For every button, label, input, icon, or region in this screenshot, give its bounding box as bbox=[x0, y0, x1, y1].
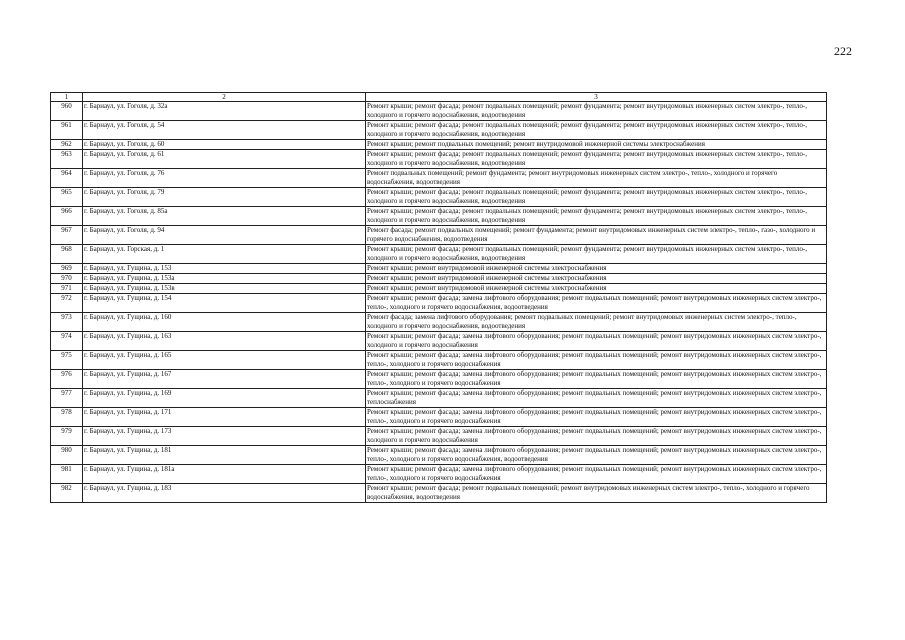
table-row bbox=[51, 226, 827, 245]
row-number: 962 bbox=[51, 140, 83, 150]
row-address: г. Барнаул, ул. Гущина, д. 169 bbox=[83, 389, 366, 408]
row-number: 960 bbox=[51, 102, 83, 121]
row-address: г. Барнаул, ул. Горская, д. 1 bbox=[83, 245, 366, 264]
row-works: Ремонт фасада; замена лифтового оборудования; ремонт подвальных помещений; ремонт внутридомовых инженерных систем электро-, тепло-, холодного и горячего водоснабжения, водоотведения bbox=[366, 313, 827, 332]
row-works: Ремонт крыши; ремонт внутридомовой инженерной системы электроснабжения bbox=[366, 274, 827, 284]
row-number: 961 bbox=[51, 121, 83, 140]
row-address: г. Барнаул, ул. Гущина, д. 173 bbox=[83, 427, 366, 446]
table-row bbox=[51, 427, 827, 446]
table-row bbox=[51, 351, 827, 370]
table-row bbox=[51, 102, 827, 121]
row-works: Ремонт фасада; ремонт подвальных помещений; ремонт фундамента; ремонт внутридомовых инженерных систем электро-, тепло-, газо-, холодного и горячего водоснабжения, водоотведения bbox=[366, 226, 827, 245]
table-row bbox=[51, 484, 827, 503]
row-works: Ремонт крыши; ремонт фасада; ремонт подвальных помещений; ремонт фундамента; ремонт внутридомовых инженерных систем электро-, тепло-, холодного и горячего водоснабжения, водоотведения bbox=[366, 207, 827, 226]
row-works: Ремонт крыши; ремонт фасада; ремонт подвальных помещений; ремонт фундамента; ремонт внутридомовых инженерных систем электро-, тепло-, холодного и горячего водоснабжения, водоотведения bbox=[366, 102, 827, 121]
row-number: 979 bbox=[51, 427, 83, 446]
table-row bbox=[51, 446, 827, 465]
row-address: г. Барнаул, ул. Гущина, д. 181а bbox=[83, 465, 366, 484]
table-row bbox=[51, 465, 827, 484]
row-number: 977 bbox=[51, 389, 83, 408]
row-works: Ремонт крыши; ремонт фасада; замена лифтового оборудования; ремонт подвальных помещений; ремонт внутридомовых инженерных систем электро-, холодного и горячего водоснабжения bbox=[366, 332, 827, 351]
row-number: 976 bbox=[51, 370, 83, 389]
row-works: Ремонт крыши; ремонт фасада; ремонт подвальных помещений; ремонт внутридомовых инженерных систем электро-, тепло-, холодного и горячего водоснабжения, водоотведения bbox=[366, 484, 827, 503]
table-row bbox=[51, 313, 827, 332]
table-row bbox=[51, 169, 827, 188]
row-address: г. Барнаул, ул. Гущина, д. 154 bbox=[83, 294, 366, 313]
row-address: г. Барнаул, ул. Гущина, д. 167 bbox=[83, 370, 366, 389]
row-address: г. Барнаул, ул. Гоголя, д. 85а bbox=[83, 207, 366, 226]
row-works: Ремонт крыши; ремонт фасада; замена лифтового оборудования; ремонт подвальных помещений; ремонт внутридомовых инженерных систем электро-, тепло-, холодного и горячего водоснабжения bbox=[366, 408, 827, 427]
row-address: г. Барнаул, ул. Гущина, д. 171 bbox=[83, 408, 366, 427]
row-address: г. Барнаул, ул. Гоголя, д. 60 bbox=[83, 140, 366, 150]
row-number: 970 bbox=[51, 274, 83, 284]
table-row bbox=[51, 188, 827, 207]
row-works: Ремонт крыши; ремонт фасада; замена лифтового оборудования; ремонт подвальных помещений; ремонт внутридомовых инженерных систем электро-, холодного и горячего водоснабжения bbox=[366, 427, 827, 446]
row-address: г. Барнаул, ул. Гущина, д. 181 bbox=[83, 446, 366, 465]
row-works: Ремонт крыши; ремонт фасада; ремонт подвальных помещений; ремонт фундамента; ремонт внутридомовых инженерных систем электро-, тепло-, холодного и горячего водоснабжения, водоотведения bbox=[366, 245, 827, 264]
row-address: г. Барнаул, ул. Гущина, д. 163 bbox=[83, 332, 366, 351]
table-row bbox=[51, 140, 827, 150]
column-number-2: 2 bbox=[83, 93, 366, 102]
table-body bbox=[51, 102, 827, 503]
row-works: Ремонт крыши; ремонт фасада; замена лифтового оборудования; ремонт подвальных помещений; ремонт внутридомовых инженерных систем электро-, теплоснабжения bbox=[366, 389, 827, 408]
column-number-row bbox=[51, 93, 827, 102]
row-works: Ремонт крыши; ремонт подвальных помещений; ремонт внутридомовой инженерной системы электроснабжения bbox=[366, 140, 827, 150]
row-address: г. Барнаул, ул. Гущина, д. 153а bbox=[83, 274, 366, 284]
row-works: Ремонт крыши; ремонт фасада; ремонт подвальных помещений; ремонт фундамента; ремонт внутридомовых инженерных систем электро-, тепло-, холодного и горячего водоснабжения, водоотведения bbox=[366, 188, 827, 207]
row-number: 975 bbox=[51, 351, 83, 370]
row-number: 965 bbox=[51, 188, 83, 207]
row-number: 963 bbox=[51, 150, 83, 169]
row-address: г. Барнаул, ул. Гоголя, д. 79 bbox=[83, 188, 366, 207]
row-number: 974 bbox=[51, 332, 83, 351]
page-number: 222 bbox=[834, 44, 852, 58]
table-row bbox=[51, 389, 827, 408]
table-row bbox=[51, 121, 827, 140]
row-works: Ремонт подвальных помещений; ремонт фундамента; ремонт внутридомовых инженерных систем электро-, тепло-, холодного и горячего водоснабжения, водоотведения bbox=[366, 169, 827, 188]
row-number: 972 bbox=[51, 294, 83, 313]
row-address: г. Барнаул, ул. Гоголя, д. 76 bbox=[83, 169, 366, 188]
row-number: 981 bbox=[51, 465, 83, 484]
row-works: Ремонт крыши; ремонт внутридомовой инженерной системы электроснабжения bbox=[366, 264, 827, 274]
table-row bbox=[51, 408, 827, 427]
row-works: Ремонт крыши; ремонт фасада; ремонт подвальных помещений; ремонт фундамента; ремонт внутридомовых инженерных систем электро-, тепло-, холодного и горячего водоснабжения, водоотведения bbox=[366, 150, 827, 169]
table-row bbox=[51, 274, 827, 284]
row-works: Ремонт крыши; ремонт фасада; замена лифтового оборудования; ремонт подвальных помещений; ремонт внутридомовых инженерных систем электро-, тепло-, холодного и горячего водоснабжения bbox=[366, 370, 827, 389]
row-number: 966 bbox=[51, 207, 83, 226]
row-address: г. Барнаул, ул. Гоголя, д. 94 bbox=[83, 226, 366, 245]
row-number: 968 bbox=[51, 245, 83, 264]
row-works: Ремонт крыши; ремонт фасада; замена лифтового оборудования; ремонт подвальных помещений; ремонт внутридомовых инженерных систем электро-, тепло-, холодного и горячего водоснабжения bbox=[366, 465, 827, 484]
table-row bbox=[51, 370, 827, 389]
row-number: 982 bbox=[51, 484, 83, 503]
row-works: Ремонт крыши; ремонт фасада; замена лифтового оборудования; ремонт подвальных помещений; ремонт внутридомовых инженерных систем электро-, тепло-, холодного и горячего водоснабжения bbox=[366, 351, 827, 370]
table-row bbox=[51, 150, 827, 169]
table-row bbox=[51, 264, 827, 274]
row-number: 967 bbox=[51, 226, 83, 245]
table-row bbox=[51, 294, 827, 313]
row-number: 973 bbox=[51, 313, 83, 332]
row-number: 978 bbox=[51, 408, 83, 427]
column-number-3: 3 bbox=[366, 93, 827, 102]
table-row bbox=[51, 332, 827, 351]
table-row bbox=[51, 245, 827, 264]
column-number-1: 1 bbox=[51, 93, 83, 102]
table-row bbox=[51, 284, 827, 294]
row-number: 980 bbox=[51, 446, 83, 465]
row-number: 971 bbox=[51, 284, 83, 294]
row-works: Ремонт крыши; ремонт фасада; замена лифтового оборудования; ремонт подвальных помещений; ремонт внутридомовых инженерных систем электро-, тепло-, холодного и горячего водоснабжения, водоотведения bbox=[366, 294, 827, 313]
row-number: 969 bbox=[51, 264, 83, 274]
row-number: 964 bbox=[51, 169, 83, 188]
row-address: г. Барнаул, ул. Гоголя, д. 61 bbox=[83, 150, 366, 169]
row-address: г. Барнаул, ул. Гущина, д. 160 bbox=[83, 313, 366, 332]
row-address: г. Барнаул, ул. Гущина, д. 153 bbox=[83, 264, 366, 274]
repair-register-table bbox=[50, 92, 827, 503]
table-row bbox=[51, 207, 827, 226]
row-address: г. Барнаул, ул. Гоголя, д. 54 bbox=[83, 121, 366, 140]
row-works: Ремонт крыши; ремонт фасада; замена лифтового оборудования; ремонт подвальных помещений; ремонт внутридомовых инженерных систем электро-, тепло-, холодного и горячего водоснабжения, водоотведения bbox=[366, 446, 827, 465]
row-address: г. Барнаул, ул. Гущина, д. 165 bbox=[83, 351, 366, 370]
row-works: Ремонт крыши; ремонт внутридомовой инженерной системы электроснабжения bbox=[366, 284, 827, 294]
row-works: Ремонт крыши; ремонт фасада; ремонт подвальных помещений; ремонт фундамента; ремонт внутридомовых инженерных систем электро-, тепло-, холодного и горячего водоснабжения, водоотведения bbox=[366, 121, 827, 140]
row-address: г. Барнаул, ул. Гоголя, д. 32а bbox=[83, 102, 366, 121]
row-address: г. Барнаул, ул. Гущина, д. 153в bbox=[83, 284, 366, 294]
row-address: г. Барнаул, ул. Гущина, д. 183 bbox=[83, 484, 366, 503]
